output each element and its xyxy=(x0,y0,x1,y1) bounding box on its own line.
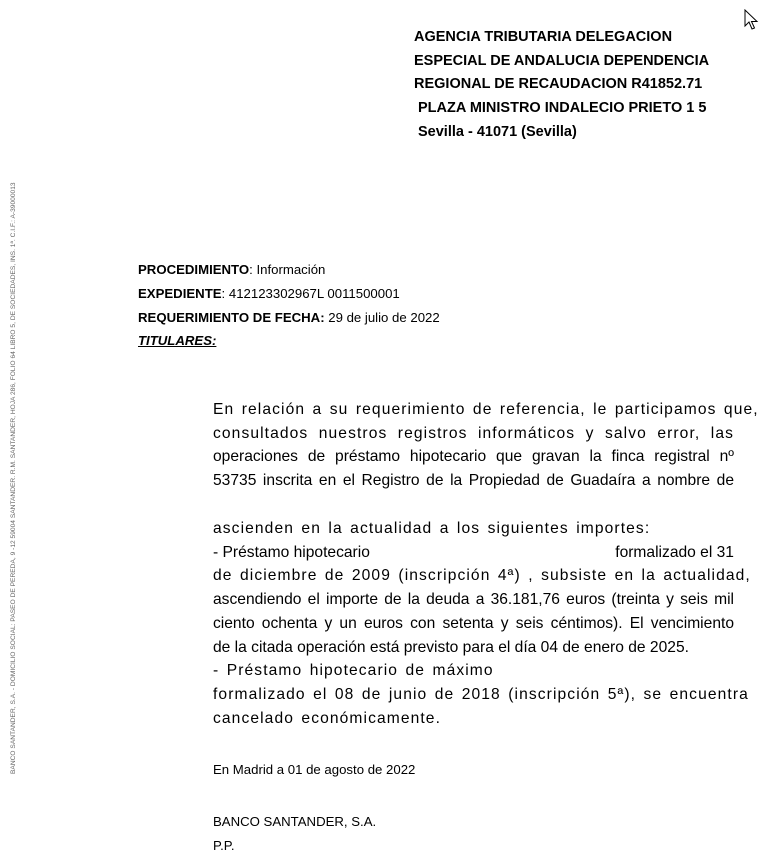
recipient-line: ESPECIAL DE ANDALUCIA DEPENDENCIA xyxy=(414,52,710,69)
recipient-line: PLAZA MINISTRO INDALECIO PRIETO 1 5 xyxy=(418,100,707,117)
expediente-row xyxy=(138,282,440,306)
recipient-line: Sevilla - 41071 (Sevilla) xyxy=(418,123,577,140)
pp-label: P.P. xyxy=(213,838,235,853)
loan1-header xyxy=(213,541,734,565)
procedimiento-label: PROCEDIMIENTO xyxy=(138,262,250,277)
loan1-right: formalizado el 31 xyxy=(615,543,734,561)
requerimiento-value: 29 de julio de 2022 xyxy=(324,309,440,325)
body-line: consultados nuestros registros informáticos y salvo error, las xyxy=(213,424,734,442)
titulares-label: TITULARES: xyxy=(138,333,217,349)
paragraph-intro xyxy=(213,398,759,493)
paragraph-loans xyxy=(213,517,751,730)
body-line: ciento ochenta y un euros con setenta y seis céntimos). El vencimiento xyxy=(213,614,734,632)
signature-block xyxy=(213,810,376,858)
body-line: formalizado el 08 de junio de 2018 (inscripción 5ª), se encuentra xyxy=(213,685,749,703)
procedimiento-value: : Información xyxy=(249,262,326,277)
body-line: de la citada operación está previsto para el día 04 de enero de 2025. xyxy=(213,638,689,656)
expediente-label: EXPEDIENTE xyxy=(138,285,222,301)
body-line: de diciembre de 2009 (inscripción 4ª) , subsiste en la actualidad, xyxy=(213,567,751,585)
titulares-row xyxy=(138,329,440,353)
recipient-line: AGENCIA TRIBUTARIA DELEGACION xyxy=(414,29,673,45)
loan1-left: - Préstamo hipotecario xyxy=(213,543,370,561)
mouse-cursor-icon xyxy=(744,9,760,31)
reference-block xyxy=(138,258,440,353)
body-line: cancelado económicamente. xyxy=(213,709,442,727)
side-legal-text: BANCO SANTANDER, S.A. - DOMICILIO SOCIAL: PASEO DE PEREDA, 9 -12 59004 SANTANDER. R.M. SANTANDER, HOJA 286, FOLIO 64 LIBRO 5, DE SOCIEDADES, INS. 1ª. C.I.F.: A-39000013 xyxy=(10,182,17,774)
loan2-title: - Préstamo hipotecario de máximo xyxy=(213,662,494,680)
place-date: En Madrid a 01 de agosto de 2022 xyxy=(213,762,416,777)
body-line: ascienden en la actualidad a los siguientes importes: xyxy=(213,520,651,537)
body-line: 53735 inscrita en el Registro de la Propiedad de Guadaíra a nombre de xyxy=(213,472,734,490)
body-line: En relación a su requerimiento de referencia, le participamos que, xyxy=(213,401,759,418)
recipient-line: REGIONAL DE RECAUDACION R41852.71 xyxy=(414,76,703,93)
requerimiento-row xyxy=(138,306,440,330)
company-name: BANCO SANTANDER, S.A. xyxy=(213,814,377,829)
body-line: ascendiendo el importe de la deuda a 36.181,76 euros (treinta y seis mil xyxy=(213,591,734,609)
expediente-value: : 412123302967L 0011500001 xyxy=(221,285,400,301)
requerimiento-label: REQUERIMIENTO DE FECHA: xyxy=(138,309,325,325)
body-line: operaciones de préstamo hipotecario que gravan la finca registral nº xyxy=(213,448,734,466)
procedimiento-row xyxy=(138,258,440,282)
recipient-address xyxy=(414,26,709,145)
